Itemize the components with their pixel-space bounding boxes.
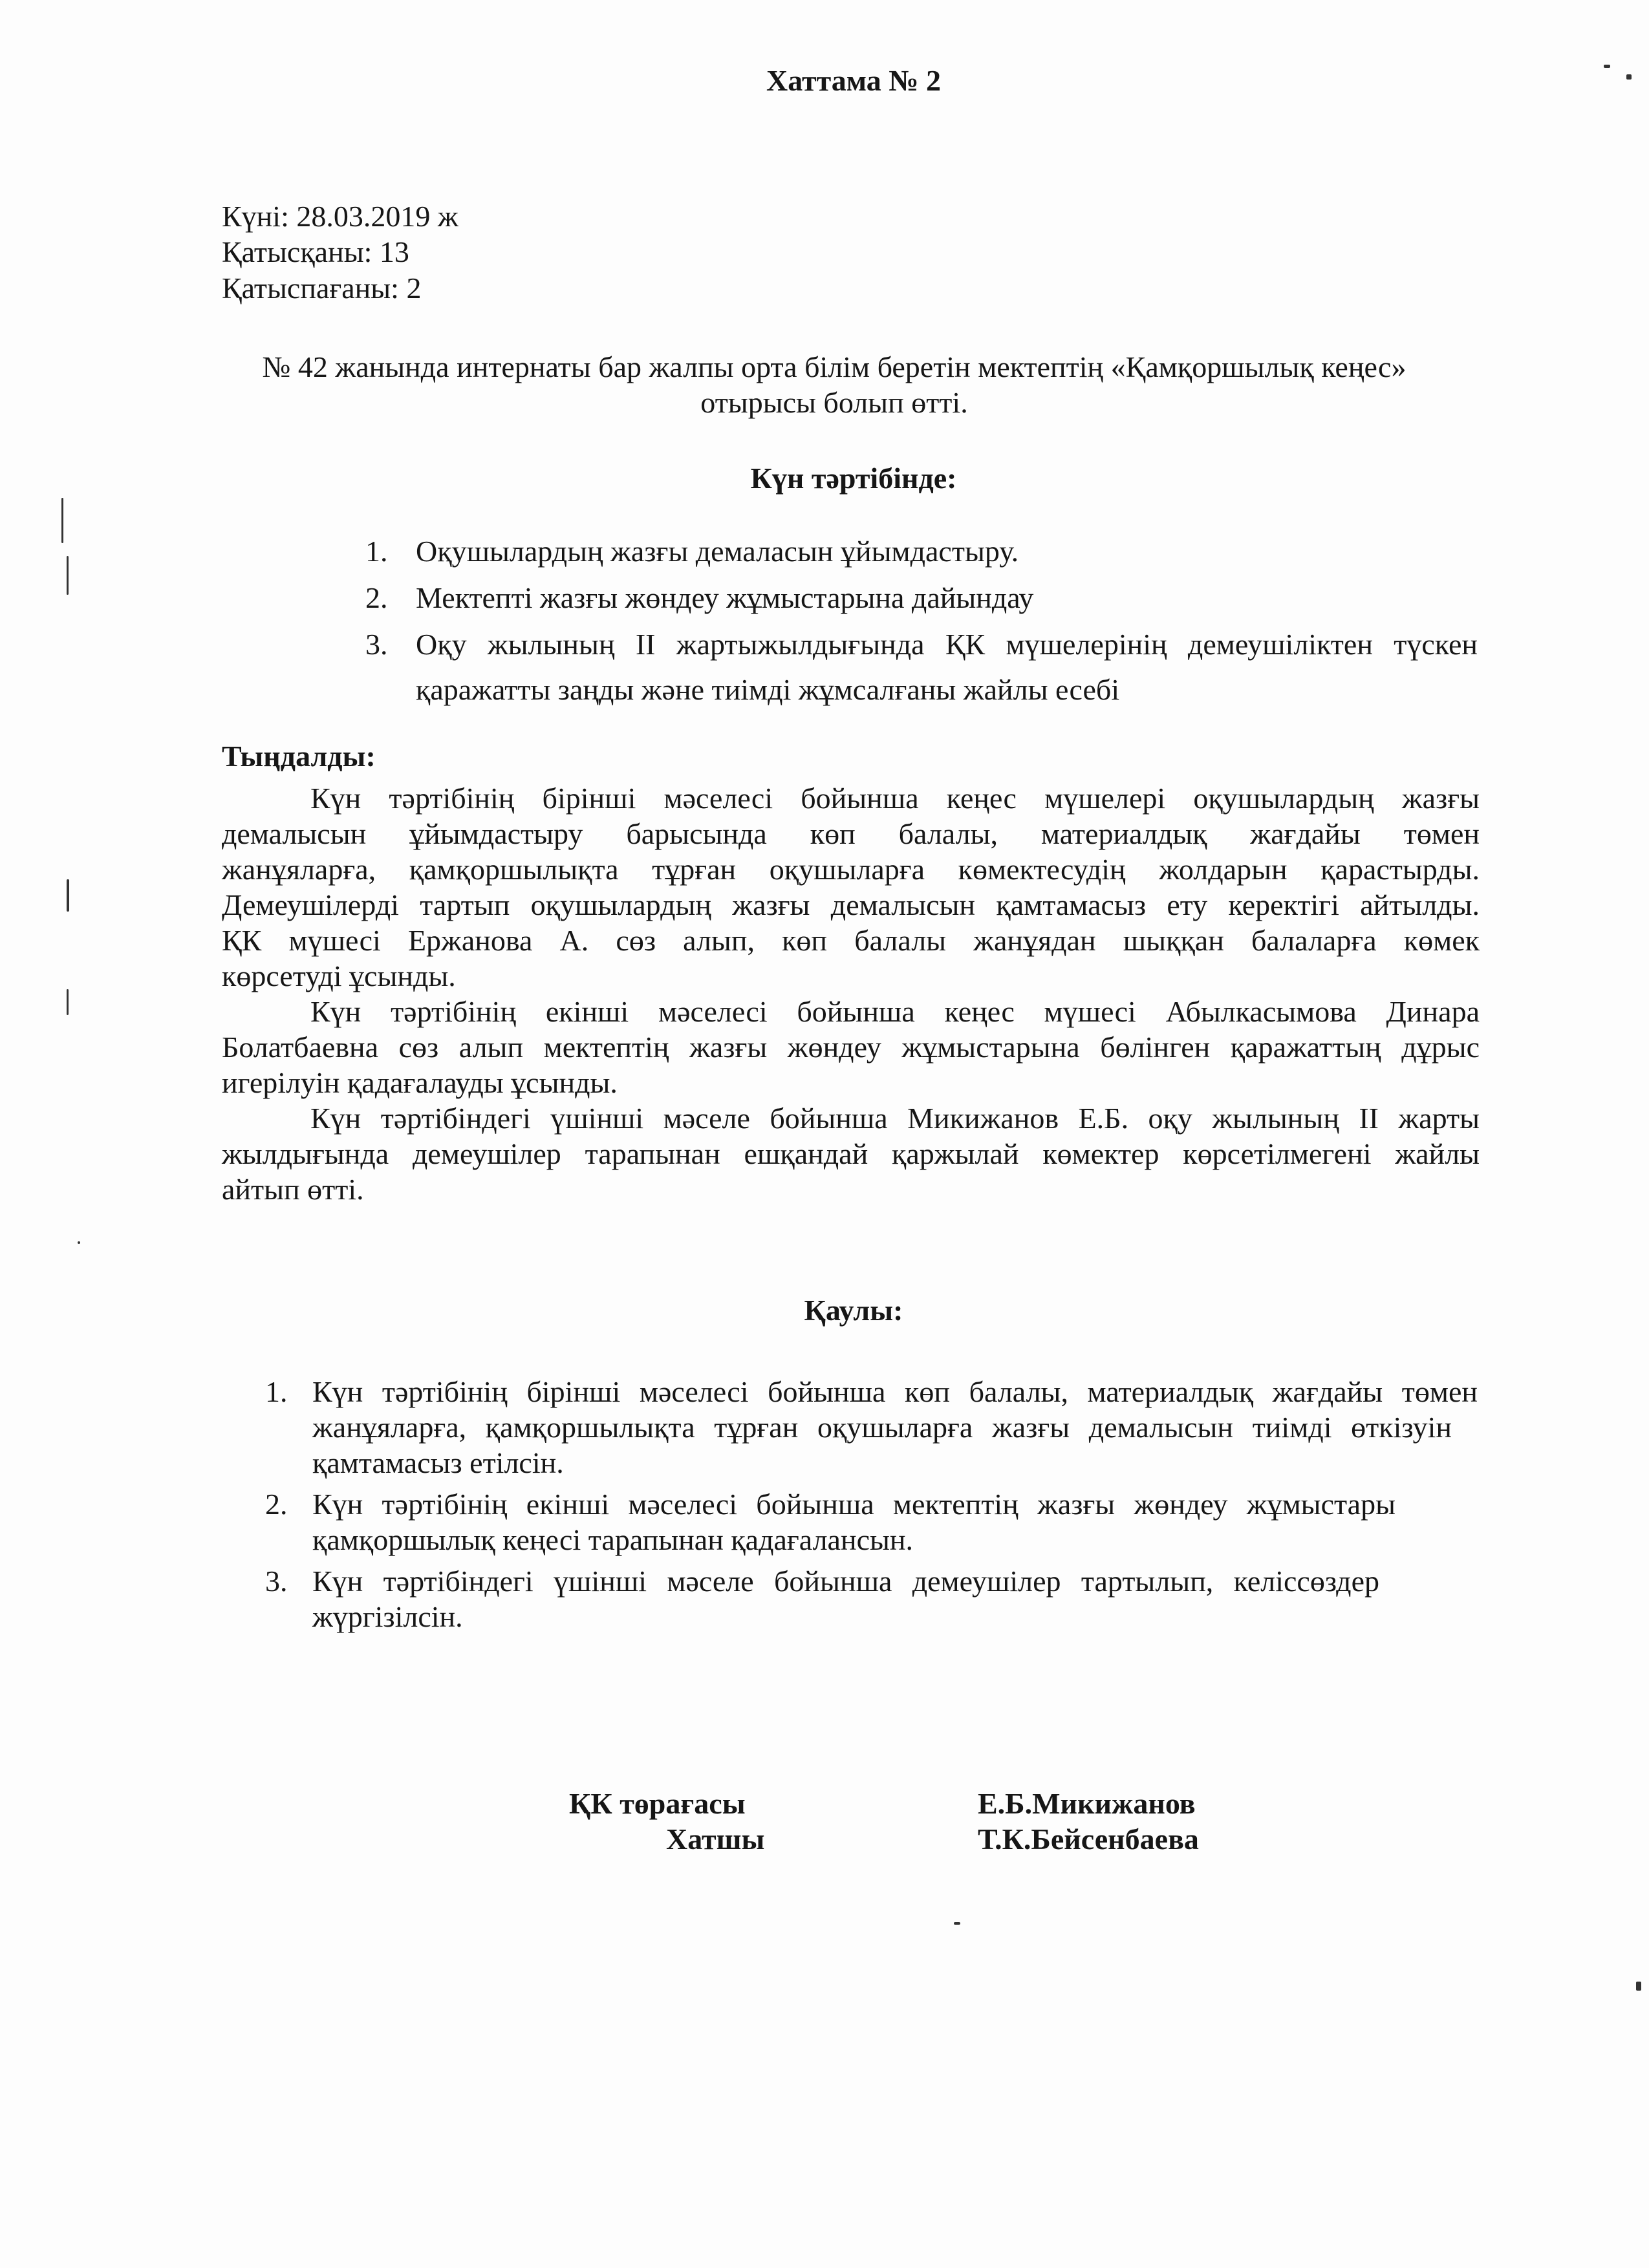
scan-mark [1604, 65, 1610, 68]
agenda-item-text: Мектепті жазғы жөндеу жұмыстарына дайындау [416, 581, 1034, 614]
scan-mark [78, 1241, 80, 1244]
agenda-item-text: Оқу жылының ІІ жартыжылдығында ҚК мүшелерінің демеушіліктен түскен [416, 628, 1478, 661]
heard-line: игерілуін қадағалауды ұсынды. [222, 1066, 618, 1099]
agenda-item-number: 2. [365, 581, 388, 614]
agenda-item-text: Оқушылардың жазғы демаласын ұйымдастыру. [416, 535, 1019, 568]
heard-line: Күн тәртібінің бірінші мәселесі бойынша кеңес мүшелері оқушылардың жазғы [310, 782, 1480, 815]
intro-line-1: № 42 жанында интернаты бар жалпы орта білім беретін мектептің «Қамқоршылық кеңес» [262, 350, 1406, 383]
resolution-item-number: 2. [265, 1488, 288, 1521]
resolution-item-text: қамтамасыз етілсін. [312, 1446, 564, 1479]
chair-name: Е.Б.Микижанов [978, 1787, 1196, 1820]
agenda-heading: Күн тәртібінде: [750, 462, 957, 495]
heard-line: Демеушілерді тартып оқушылардың жазғы демалысын қамтамасыз ету керектігі айтылды. [222, 888, 1480, 921]
meeting-date: Күні: 28.03.2019 ж [222, 200, 458, 233]
document-title: Хаттама № 2 [766, 64, 942, 97]
scan-mark [1636, 1982, 1641, 1991]
heard-line: айтып өтті. [222, 1173, 364, 1206]
heard-line: Күн тәртібінің екінші мәселесі бойынша кеңес мүшесі Абылкасымова Динара [310, 995, 1480, 1028]
resolution-item-number: 3. [265, 1565, 288, 1598]
heard-line: Болатбаевна сөз алып мектептің жазғы жөндеу жұмыстарына бөлінген қаражаттың дұрыс [222, 1031, 1480, 1064]
scan-mark [67, 989, 69, 1015]
heard-line: демалысын ұйымдастыру барысында көп балалы, материалдық жағдайы төмен [222, 817, 1480, 850]
scan-mark [67, 556, 69, 595]
resolution-item-number: 1. [265, 1375, 288, 1408]
heard-line: Күн тәртібіндегі үшінші мәселе бойынша Микижанов Е.Б. оқу жылының ІІ жарты [310, 1102, 1480, 1135]
resolution-item-text: Күн тәртібіндегі үшінші мәселе бойынша демеушілер тартылып, келіссөздер [312, 1565, 1379, 1598]
resolution-item-text: Күн тәртібінің бірінші мәселесі бойынша көп балалы, материалдық жағдайы төмен [312, 1375, 1478, 1408]
secretary-name: Т.К.Бейсенбаева [978, 1823, 1199, 1856]
resolution-item-text: Күн тәртібінің екінші мәселесі бойынша мектептің жазғы жөндеу жұмыстары [312, 1488, 1396, 1521]
heard-line: жылдығында демеушілер тарапынан ешқандай қаржылай көмектер көрсетілмегені жайлы [222, 1137, 1480, 1170]
intro-line-2: отырысы болып өтті. [700, 386, 968, 419]
agenda-item-text: қаражатты заңды және тиімді жұмсалғаны жайлы есебі [416, 673, 1120, 706]
heard-line: ҚК мүшесі Ержанова А. сөз алып, көп балалы жанұядан шыққан балаларға көмек [222, 924, 1480, 957]
scan-mark [954, 1922, 960, 1925]
resolution-item-text: қамқоршылық кеңесі тарапынан қадағалансын. [312, 1523, 914, 1556]
heard-heading: Тыңдалды: [222, 740, 376, 773]
resolution-heading: Қаулы: [804, 1294, 903, 1327]
secretary-role: Хатшы [666, 1823, 765, 1856]
scan-mark [67, 879, 69, 912]
attended-count: Қатысқаны: 13 [222, 235, 409, 268]
resolution-item-text: жанұяларға, қамқоршылықта тұрған оқушыларға жазғы демалысын тиімді өткізуін [312, 1411, 1452, 1444]
resolution-item-text: жүргізілсін. [312, 1600, 463, 1633]
heard-line: көрсетуді ұсынды. [222, 959, 456, 992]
chair-role: ҚК төрағасы [569, 1787, 746, 1820]
agenda-item-number: 1. [365, 535, 388, 568]
absent-count: Қатыспағаны: 2 [222, 272, 422, 305]
scan-mark [61, 498, 63, 543]
heard-line: жанұяларға, қамқоршылықта тұрған оқушыларға көмектесудің жолдарын қарастырды. [222, 853, 1480, 886]
agenda-item-number: 3. [365, 628, 388, 661]
scan-mark [1626, 74, 1632, 80]
